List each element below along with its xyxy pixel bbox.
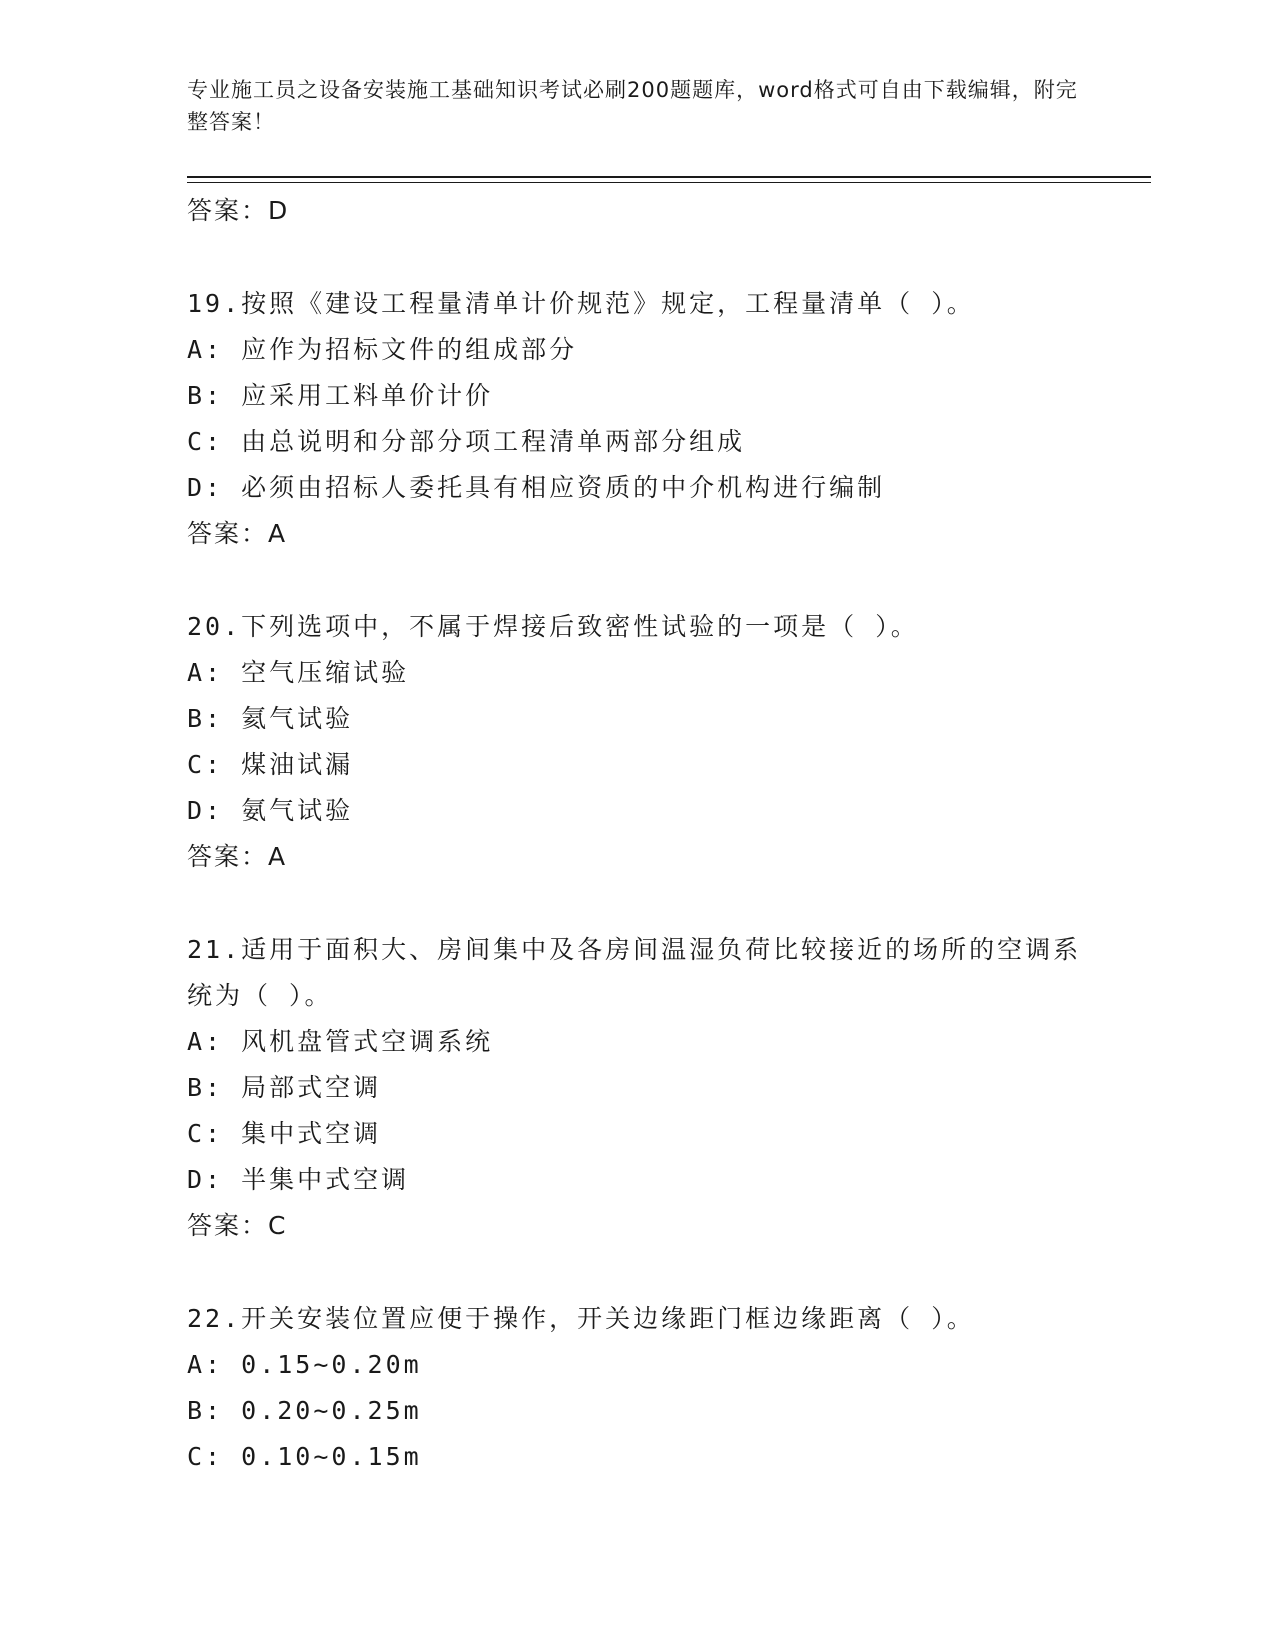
option-c: C: 煤油试漏 [187, 750, 354, 779]
option-d: D: 氨气试验 [187, 796, 354, 825]
option-d: D: 必须由招标人委托具有相应资质的中介机构进行编制 [187, 473, 886, 502]
answer-line: 答案：D [187, 196, 290, 225]
question-block [187, 1296, 1087, 1480]
answer-line: 答案：A [187, 842, 288, 871]
question-stem: 20.下列选项中，不属于焊接后致密性试验的一项是（ ）。 [187, 612, 919, 641]
spacer [187, 234, 1087, 281]
spacer [187, 557, 1087, 604]
option-a: A: 风机盘管式空调系统 [187, 1027, 494, 1056]
option-a: A: 应作为招标文件的组成部分 [187, 335, 578, 364]
document-header: 专业施工员之设备安装施工基础知识考试必刷200题题库，word格式可自由下载编辑，附完整答案！ [187, 78, 1078, 134]
answer-line: 答案：A [187, 519, 288, 548]
option-a: A: 空气压缩试验 [187, 658, 410, 687]
question-block [187, 281, 1087, 557]
option-a: A: 0.15~0.20m [187, 1350, 422, 1379]
question-stem: 21.适用于面积大、房间集中及各房间温湿负荷比较接近的场所的空调系统为（ ）。 [187, 935, 1082, 1010]
option-b: B: 应采用工料单价计价 [187, 381, 494, 410]
spacer [187, 880, 1087, 927]
option-c: C: 由总说明和分部分项工程清单两部分组成 [187, 427, 746, 456]
question-list [187, 188, 1087, 1480]
option-c: C: 集中式空调 [187, 1119, 382, 1148]
option-b: B: 0.20~0.25m [187, 1396, 422, 1425]
option-c: C: 0.10~0.15m [187, 1442, 422, 1471]
question-block [187, 927, 1087, 1249]
option-b: B: 氦气试验 [187, 704, 354, 733]
question-block [187, 604, 1087, 880]
answer-line: 答案：C [187, 1211, 288, 1240]
question-stem: 22.开关安装位置应便于操作，开关边缘距门框边缘距离（ ）。 [187, 1304, 975, 1333]
option-b: B: 局部式空调 [187, 1073, 382, 1102]
question-stem: 19.按照《建设工程量清单计价规范》规定，工程量清单（ ）。 [187, 289, 975, 318]
header-divider-thin [187, 182, 1151, 183]
option-d: D: 半集中式空调 [187, 1165, 410, 1194]
header-divider-thick [187, 176, 1151, 178]
spacer [187, 1249, 1087, 1296]
